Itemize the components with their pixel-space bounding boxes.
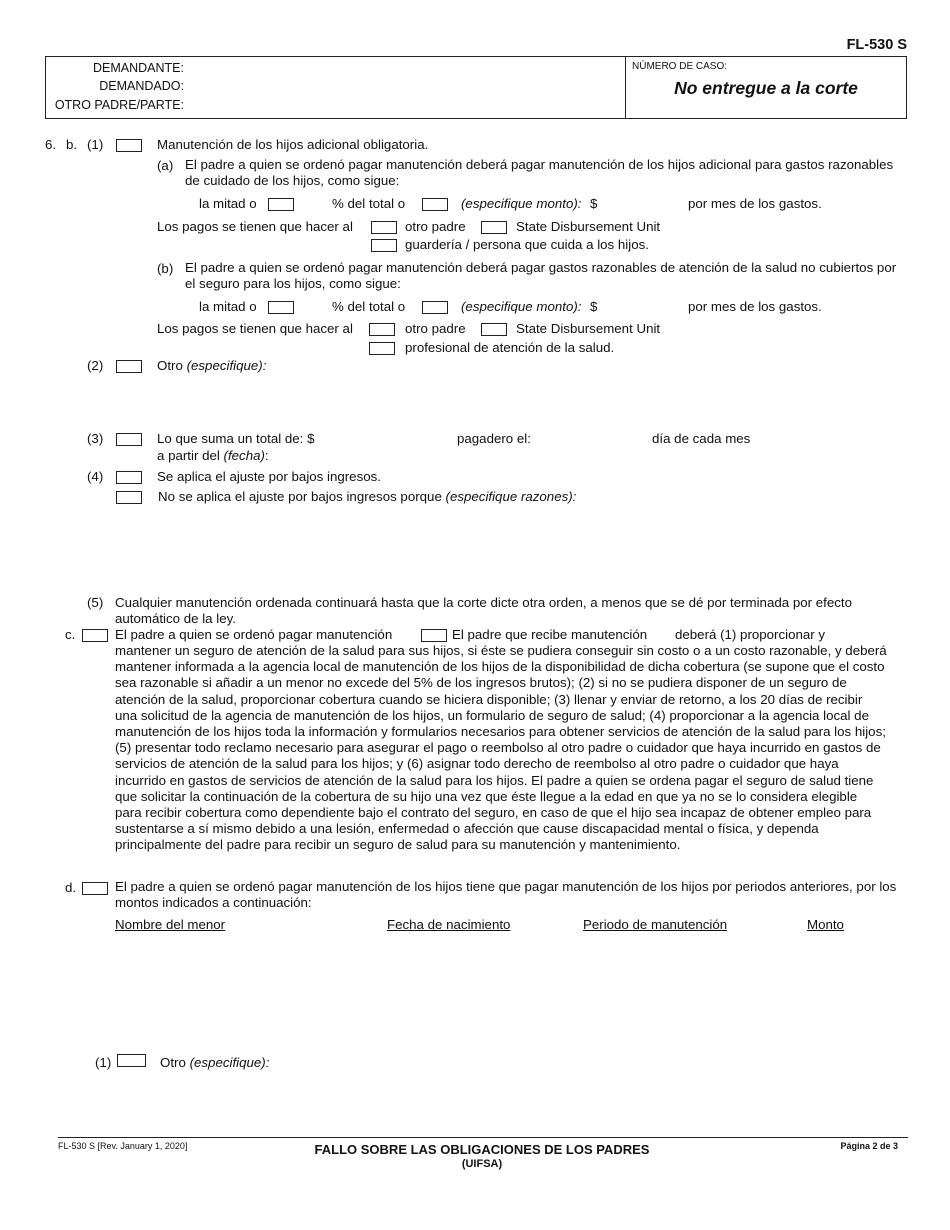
d-checkbox[interactable] <box>82 882 108 895</box>
d-col-support-period: Periodo de manutención <box>583 917 728 932</box>
item-b5-number: (5) <box>87 595 104 610</box>
c-recipient-checkbox[interactable] <box>421 629 447 642</box>
item-number-6: 6. <box>45 137 57 152</box>
b1b-sdu-checkbox[interactable] <box>481 323 507 336</box>
b4-not-applies-text: No se aplica el ajuste por bajos ingresos porque <box>158 489 442 504</box>
d-text: El padre a quien se ordenó pagar manutención de los hijos tiene que pagar manutención de los hijos por periodos anteriores, por los montos indicados a continuación: <box>115 879 897 911</box>
b5-text: Cualquier manutención ordenada continuará hasta que la corte dicte otra orden, a menos que se dé por terminada por efecto automático de la ley. <box>115 595 852 627</box>
b1b-percent-label: % del total o <box>332 299 406 314</box>
b1-title: Manutención de los hijos adicional obligatoria. <box>157 137 429 152</box>
b1a-sdu-checkbox[interactable] <box>481 221 507 234</box>
b1b-per-month: por mes de los gastos. <box>688 299 822 314</box>
b1a-half-checkbox[interactable] <box>268 198 294 211</box>
b1a-amount-checkbox[interactable] <box>422 198 448 211</box>
d1-checkbox[interactable] <box>117 1054 146 1067</box>
b3-checkbox[interactable] <box>116 433 142 446</box>
b1b-payments-label: Los pagos se tienen que hacer al <box>157 321 353 336</box>
b1a-provider-checkbox[interactable] <box>371 239 397 252</box>
b4-reasons: (especifique razones): <box>445 489 577 504</box>
c-option-payor: El padre a quien se ordenó pagar manutención <box>115 627 393 642</box>
c-text: mantener un seguro de atención de la salud para sus hijos, si éste se pudiera conseguir sin costo o a un costo razonable, y deberá mantener informada a la agencia local de manutención de los hijos de la disponibilidad de dicha cobertura (se supone que el costo sea razonable si añadir a un menor no excede del 5% de los ingresos brutos); (2) si no se pudiera disponer de un seguro de atención de la salud, proporcionar cobertura cuando se hiciera disponible; (3) llenar y enviar de retorno, a los 20 días de recibir una solicitud de la agencia de manutención de los hijos, un formulario de seguro de salud; (4) proporcionar a la agencia local de manutención de los hijos toda la información y formularios necesarios para obtener servicios de atención de la salud para los hijos; (5) presentar todo reclamo necesario para asegurar el pago o reembolso al otro padre o cuidador que haya incurrido en gastos de servicios de atención de la salud para los hijos; y (6) asignar todo derecho de reembolso al otro padre o cuidador que haya incurrido en gastos de servicios de atención de la salud para los hijos. El padre a quien se ordena pagar el seguro de salud tiene que solicitar la continuación de la cobertura de su hijo una vez que éste llegue a la edad en que ya no se lo considera elegible para recibir cobertura como dependiente bajo el contrato del seguro, en caso de que el hijo sea incapaz de obtener empleo para sustentarse a sí mismo debido a una lesión, enfermedad o afección que cause discapacidad mental o física, y dependa principalmente del padre para recibir un seguro de salud para su manutención y mantenimiento. <box>115 643 887 853</box>
b1a-dollar: $ <box>590 196 598 211</box>
case-number-label: NÚMERO DE CASO: <box>632 61 728 72</box>
b1b-text: El padre a quien se ordenó pagar manutención deberá pagar gastos razonables de atención de la salud no cubiertos por el seguro para los hijos, como sigue: <box>185 260 897 292</box>
footer-subtitle: (UIFSA) <box>461 1158 503 1170</box>
b1a-per-month: por mes de los gastos. <box>688 196 822 211</box>
d1-other-text: Otro <box>160 1055 186 1070</box>
b1a-text: El padre a quien se ordenó pagar manutención deberá pagar manutención de los hijos adicional para gastos razonables de cuidado de los hijos, como sigue: <box>185 157 894 189</box>
b1b-provider-checkbox[interactable] <box>369 342 395 355</box>
b1a-payments-label: Los pagos se tienen que hacer al <box>157 219 353 234</box>
b3-from-label <box>157 448 269 463</box>
c-option-recipient: El padre que recibe manutención <box>452 627 648 642</box>
b1b-specify-amount: (especifique monto): <box>461 299 582 314</box>
b2-checkbox[interactable] <box>116 360 142 373</box>
footer-rule <box>58 1137 908 1138</box>
respondent-label: DEMANDADO: <box>99 79 184 93</box>
b2-specify: (especifique): <box>186 358 267 373</box>
b1a-specify-amount: (especifique monto): <box>461 196 582 211</box>
d1-label <box>160 1055 269 1070</box>
b1b-dollar: $ <box>590 299 598 314</box>
d-col-birthdate: Fecha de nacimiento <box>387 917 511 932</box>
d-col-amount: Monto <box>807 917 844 932</box>
d-col-child-name: Nombre del menor <box>115 917 226 932</box>
petitioner-label: DEMANDANTE: <box>93 61 184 75</box>
b3-date-label: (fecha) <box>223 448 265 463</box>
b1-checkbox[interactable] <box>116 139 142 152</box>
b1b-sdu: State Disbursement Unit <box>516 321 661 336</box>
b2-label <box>157 358 266 373</box>
b1b-other-parent: otro padre <box>405 321 466 336</box>
c-checkbox[interactable] <box>82 629 108 642</box>
b1a-provider: guardería / persona que cuida a los hijos. <box>405 237 649 252</box>
b4-applies-checkbox[interactable] <box>116 471 142 484</box>
footer-page: Página 2 de 3 <box>840 1141 898 1151</box>
item-c-letter: c. <box>65 627 76 642</box>
other-parent-label: OTRO PADRE/PARTE: <box>54 98 184 112</box>
b1b-other-parent-checkbox[interactable] <box>369 323 395 336</box>
b1b-half-checkbox[interactable] <box>268 301 294 314</box>
b3-day-label: día de cada mes <box>652 431 751 446</box>
b1b-half-label: la mitad o <box>199 299 257 314</box>
b4-not-applies <box>158 489 576 504</box>
footer-form-rev: FL-530 S [Rev. January 1, 2020] <box>58 1141 188 1151</box>
form-number: FL-530 S <box>846 37 907 53</box>
b1b-letter: (b) <box>157 261 174 276</box>
b1a-other-parent-checkbox[interactable] <box>371 221 397 234</box>
b3-total-label: Lo que suma un total de: $ <box>157 431 315 446</box>
b1b-provider: profesional de atención de la salud. <box>405 340 615 355</box>
b1a-half-label: la mitad o <box>199 196 257 211</box>
b3-from-text: a partir del <box>157 448 220 463</box>
b3-colon: : <box>264 448 269 463</box>
item-d1-number: (1) <box>95 1055 112 1070</box>
footer-title: FALLO SOBRE LAS OBLIGACIONES DE LOS PADRES <box>314 1142 650 1157</box>
c-first-line-rest: deberá (1) proporcionar y <box>675 627 826 642</box>
b4-applies: Se aplica el ajuste por bajos ingresos. <box>157 469 381 484</box>
item-b1-number: (1) <box>87 137 104 152</box>
b2-other-text: Otro <box>157 358 183 373</box>
item-b2-number: (2) <box>87 358 104 373</box>
item-d-letter: d. <box>65 880 77 895</box>
item-letter-b: b. <box>66 137 78 152</box>
b3-payable-label: pagadero el: <box>457 431 531 446</box>
b1a-percent-label: % del total o <box>332 196 406 211</box>
do-not-file-notice: No entregue a la corte <box>674 78 858 98</box>
d1-specify: (especifique): <box>189 1055 270 1070</box>
b1a-sdu: State Disbursement Unit <box>516 219 661 234</box>
item-b4-number: (4) <box>87 469 104 484</box>
b1b-amount-checkbox[interactable] <box>422 301 448 314</box>
b1a-other-parent: otro padre <box>405 219 466 234</box>
item-b3-number: (3) <box>87 431 104 446</box>
b4-not-applies-checkbox[interactable] <box>116 491 142 504</box>
b1a-letter: (a) <box>157 158 174 173</box>
